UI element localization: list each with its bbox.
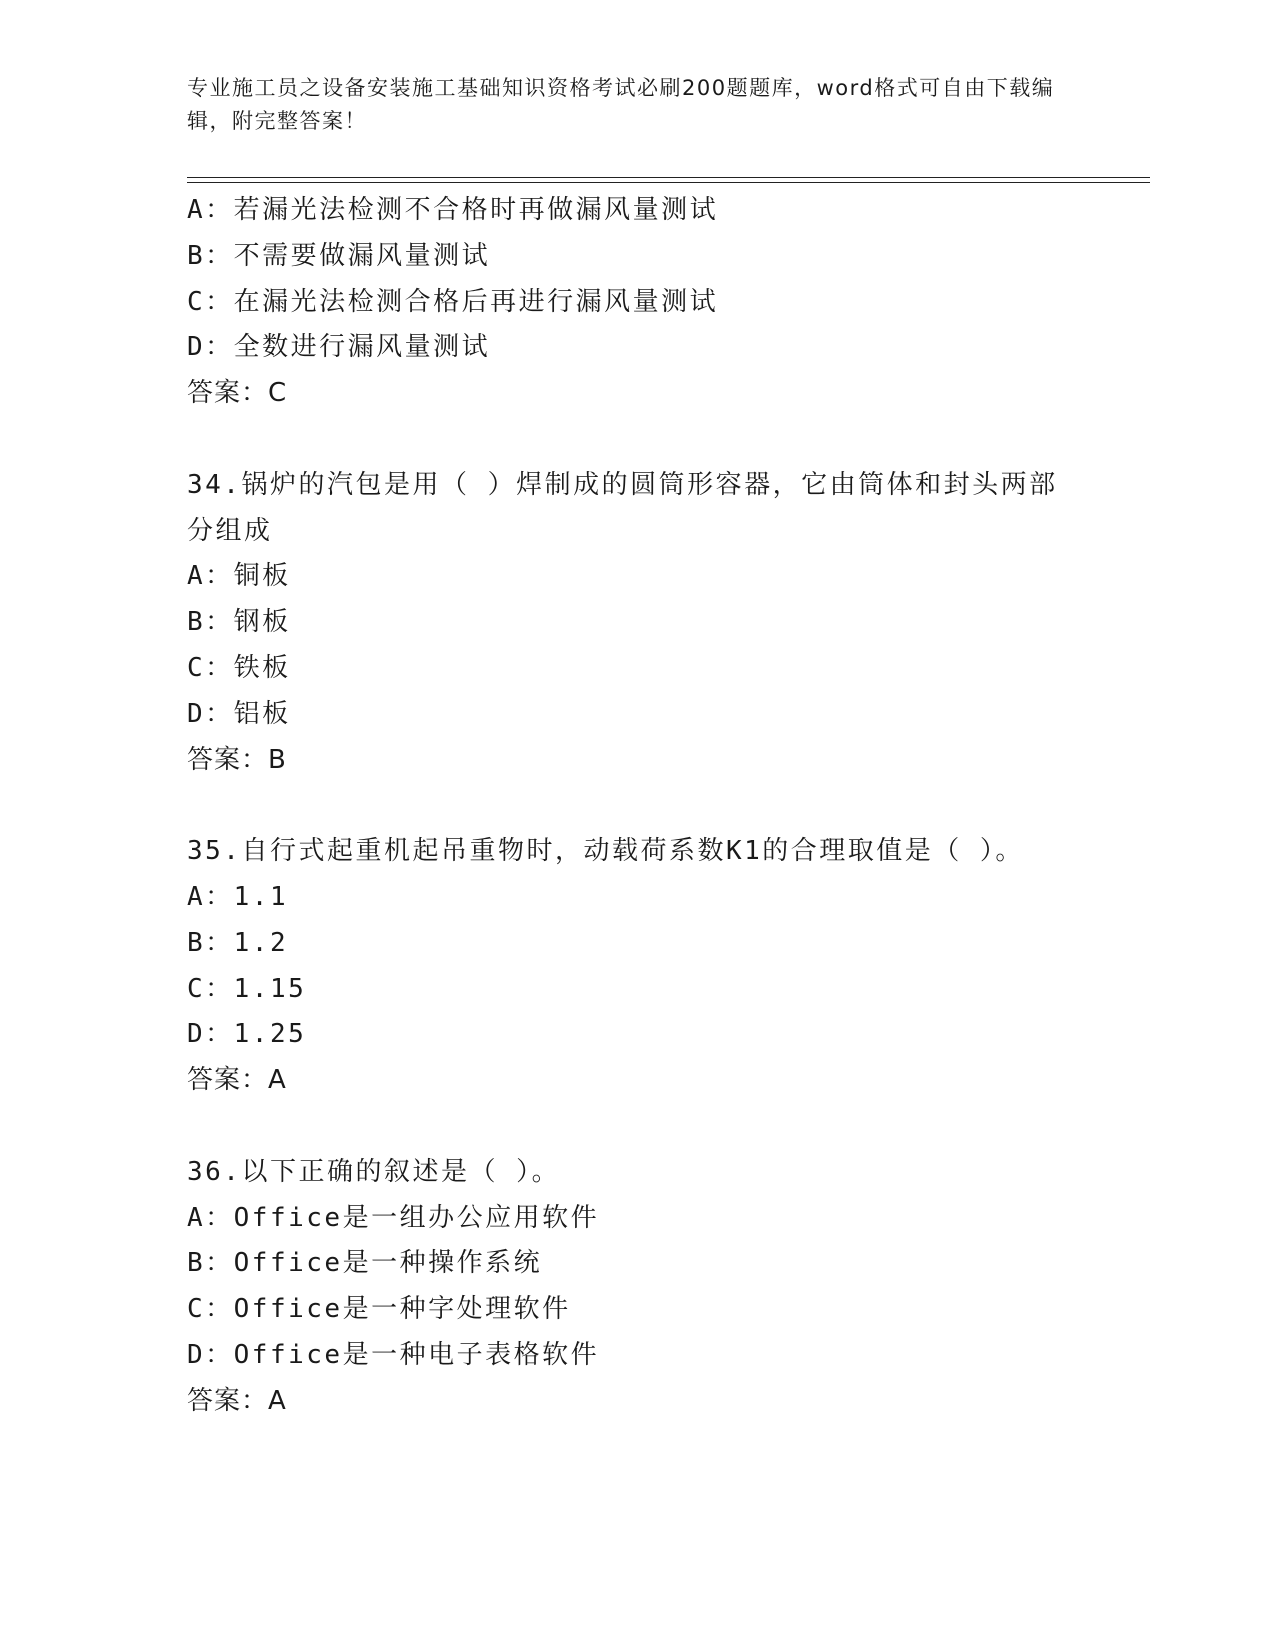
option-a: A：1.1 [187, 881, 289, 912]
question-block-35 [187, 829, 1087, 1104]
option-d: D：Office是一种电子表格软件 [187, 1339, 600, 1370]
option-a: A：铜板 [187, 561, 291, 592]
option-c: C：铁板 [187, 652, 291, 683]
option-a: A：若漏光法检测不合格时再做漏风量测试 [187, 195, 719, 225]
header-divider-bottom [187, 182, 1150, 183]
question-block-33 [187, 188, 1087, 417]
option-c: C：1.15 [187, 973, 307, 1004]
answer-line: 答案：C [187, 378, 288, 409]
option-a: A：Office是一组办公应用软件 [187, 1202, 600, 1233]
answer-line: 答案：A [187, 1385, 287, 1416]
block-spacer [187, 417, 1087, 463]
question-block-34 [187, 463, 1087, 784]
option-c: C：Office是一种字处理软件 [187, 1294, 571, 1325]
option-c: C：在漏光法检测合格后再进行漏风量测试 [187, 286, 719, 317]
answer-line: 答案：B [187, 744, 287, 775]
header-divider-top [187, 177, 1150, 178]
option-b: B：1.2 [187, 927, 289, 958]
document-header [187, 72, 1087, 138]
option-d: D：铝板 [187, 698, 291, 729]
option-d: D：1.25 [187, 1019, 307, 1050]
question-list [187, 188, 1087, 1425]
document-title: 专业施工员之设备安装施工基础知识资格考试必刷200题题库，word格式可自由下载编辑，附完整答案！ [187, 76, 1055, 133]
option-b: B：Office是一种操作系统 [187, 1248, 543, 1279]
block-spacer [187, 1104, 1087, 1150]
option-d: D：全数进行漏风量测试 [187, 332, 491, 363]
question-text-continued: 分组成 [187, 515, 273, 546]
option-b: B：钢板 [187, 607, 291, 638]
question-block-36 [187, 1150, 1087, 1425]
question-text: 36.以下正确的叙述是（ ）。 [187, 1156, 561, 1187]
question-text: 35.自行式起重机起吊重物时，动载荷系数K1的合理取值是（ ）。 [187, 836, 1024, 867]
option-b: B：不需要做漏风量测试 [187, 240, 491, 271]
block-spacer [187, 783, 1087, 829]
question-text: 34.锅炉的汽包是用（ ）焊制成的圆筒形容器，它由筒体和封头两部 [187, 469, 1058, 500]
answer-line: 答案：A [187, 1065, 287, 1096]
